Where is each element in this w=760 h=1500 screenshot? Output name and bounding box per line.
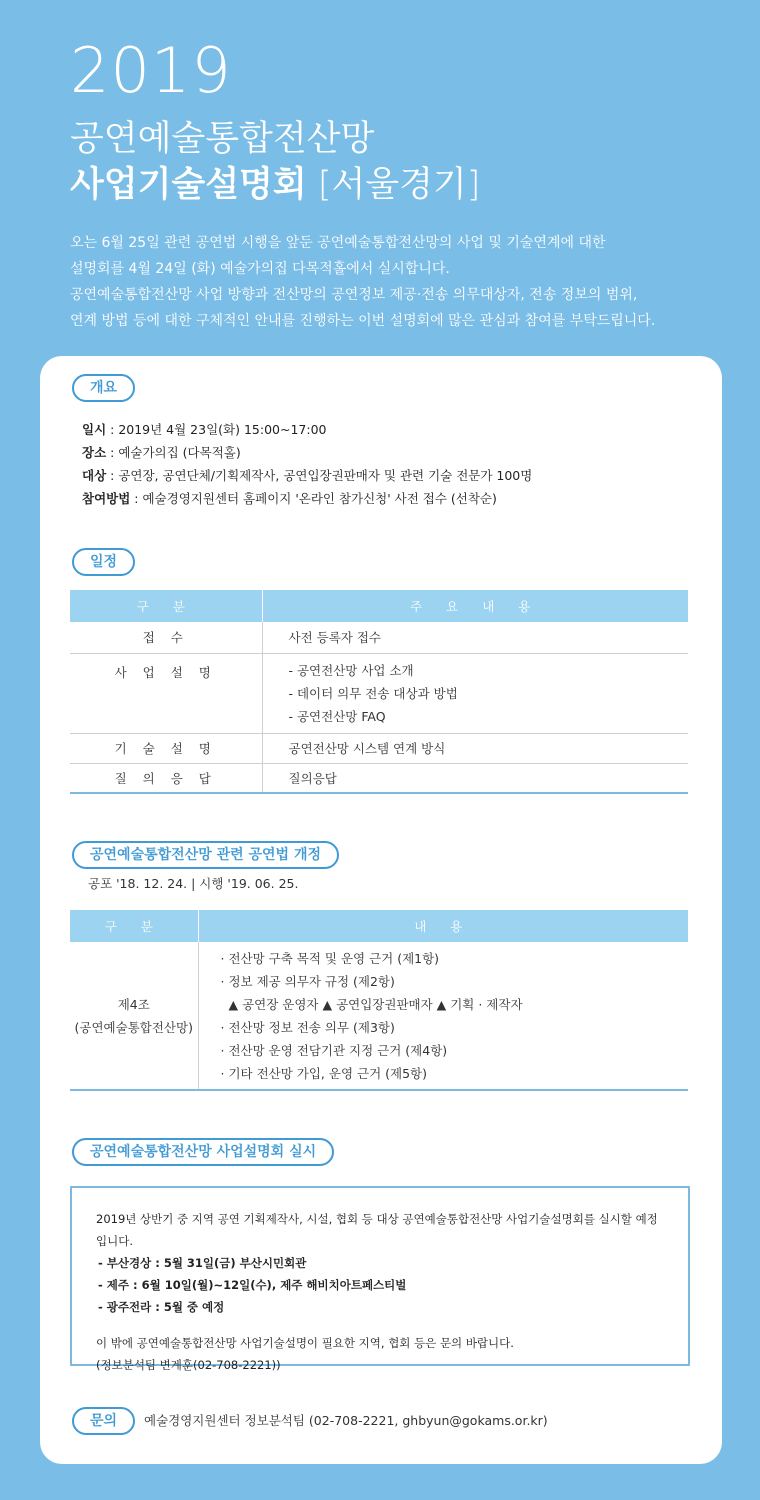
overview-value: : 2019년 4월 23일(화) 15:00~17:00 [106,422,327,437]
overview-value: : 공연장, 공연단체/기획제작사, 공연입장권판매자 및 관련 기술 전문가 100명 [106,468,533,483]
briefing-item: - 광주전라 : 5월 중 예정 [98,1300,225,1314]
schedule-category: 질 의 응 답 [70,763,262,793]
contact-heading: 문의 [72,1407,135,1435]
schedule-category: 접 수 [70,622,262,653]
table-row [70,622,688,653]
overview-item-place [82,441,532,464]
intro-line: 오는 6월 25일 관련 공연법 시행을 앞둔 공연예술통합전산망의 사업 및 기술연계에 대한 [70,235,606,251]
table-row [70,942,688,1090]
briefing-note: 이 밖에 공연예술통합전산망 사업기술설명이 필요한 지역, 협회 등은 문의 바랍니다. [96,1336,514,1350]
overview-key: 참여방법 [82,491,131,506]
briefing-heading: 공연예술통합전산망 사업설명회 실시 [72,1138,334,1166]
law-header-category: 구 분 [70,910,198,942]
law-table [70,910,688,1091]
contact-info: 예술경영지원센터 정보분석팀 (02-708-2221, ghbyun@gokams.or.kr) [144,1413,548,1428]
law-line: · 전산망 구축 목적 및 운영 근거 (제1항) [220,950,440,966]
schedule-category: 기 술 설 명 [70,733,262,763]
law-heading: 공연예술통합전산망 관련 공연법 개정 [72,841,339,869]
schedule-line: - 공연전산망 FAQ [288,708,386,724]
briefing-contact-note: (정보분석팀 변계훈(02-708-2221)) [96,1358,281,1372]
intro-line: 설명회를 4월 24일 (화) 예술가의집 다목적홀에서 실시합니다. [70,261,450,277]
briefing-box [70,1186,690,1372]
overview-item-date [82,418,532,441]
table-row [70,763,688,793]
overview-item-target [82,464,532,487]
briefing-intro: 2019년 상반기 중 지역 공연 기획제작사, 시설, 협회 등 대상 공연예술통합전산망 사업기술설명회를 실시할 예정입니다. [96,1212,658,1248]
overview-value: : 예술가의집 (다목적홀) [106,445,241,460]
schedule-table [70,590,688,794]
spacer [96,1318,664,1332]
schedule-line: - 데이터 의무 전송 대상과 방법 [288,685,458,701]
hero-intro [70,230,730,334]
overview-value: : 예술경영지원센터 홈페이지 '온라인 참가신청' 사전 접수 (선착순) [130,491,497,506]
content-card [40,356,722,1464]
law-category [70,942,198,1090]
schedule-category: 사 업 설 명 [70,653,262,733]
law-line: ▲ 공연장 운영자 ▲ 공연입장권판매자 ▲ 기획 · 제작자 [228,996,523,1012]
overview-list [82,418,532,510]
overview-item-method [82,487,532,510]
law-article-title: (공연예술통합전산망) [74,1019,193,1035]
law-promulgation: 공포 '18. 12. 24. | 시행 '19. 06. 25. [88,876,299,891]
schedule-content [262,653,688,733]
law-content [198,942,688,1090]
overview-key: 일시 [82,422,107,437]
schedule-content: 공연전산망 시스템 연계 방식 [262,733,688,763]
hero-title-line1: 공연예술통합전산망 [70,119,375,159]
law-line: · 기타 전산망 가입, 운영 근거 (제5항) [220,1065,427,1081]
intro-line: 연계 방법 등에 대한 구체적인 안내를 진행하는 이번 설명회에 많은 관심과 참여를 부탁드립니다. [70,313,656,329]
law-article: 제4조 [117,996,150,1012]
law-line: · 전산망 운영 전담기관 지정 근거 (제4항) [220,1042,448,1058]
hero-year: 2019 [70,34,232,107]
briefing-item: - 제주 : 6월 10일(월)~12일(수), 제주 해비치아트페스티벌 [98,1278,407,1292]
schedule-line: - 공연전산망 사업 소개 [288,662,414,678]
schedule-header-category: 구 분 [70,590,262,622]
briefing-item: - 부산경상 : 5월 31일(금) 부산시민회관 [98,1256,307,1270]
table-row [70,733,688,763]
law-line: · 정보 제공 의무자 규정 (제2항) [220,973,395,989]
hero-title-line2 [70,162,730,208]
intro-line: 공연예술통합전산망 사업 방향과 전산망의 공연정보 제공·전송 의무대상자, 전송 정보의 범위, [70,287,638,303]
overview-heading: 개요 [72,374,135,402]
schedule-content: 질의응답 [262,763,688,793]
hero-title-bold: 사업기술설명회 [70,165,307,205]
law-header-content: 내 용 [198,910,688,942]
hero-title-region: [서울경기] [317,165,481,205]
schedule-header-content: 주 요 내 용 [262,590,688,622]
overview-key: 장소 [82,445,107,460]
table-row [70,653,688,733]
overview-key: 대상 [82,468,107,483]
law-line: · 전산망 정보 전송 의무 (제3항) [220,1019,395,1035]
hero-section [70,34,730,334]
schedule-heading: 일정 [72,548,135,576]
schedule-content: 사전 등록자 접수 [262,622,688,653]
